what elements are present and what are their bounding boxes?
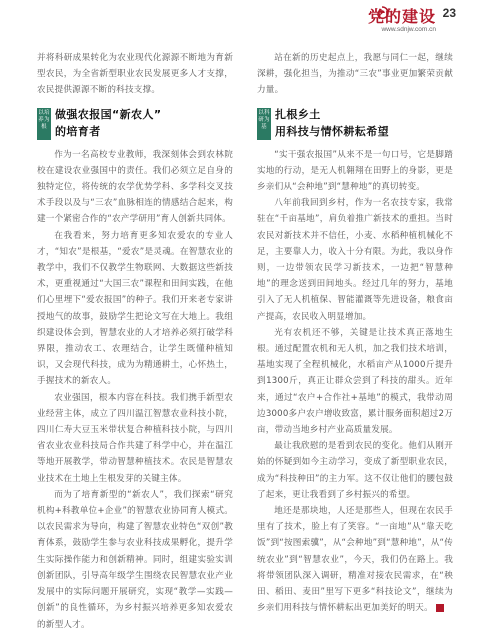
section-tag-2: 以科研为基 <box>257 108 271 140</box>
left-column <box>37 50 233 633</box>
section-tag-1: 以培养为根 <box>37 108 51 140</box>
right-paragraph-1: “实干强农报国”从来不是一句口号，它是脚踏实地的行动，是无人机翱翔在田野上的身影，更是乡亲们从“会种地”到“慧种地”的真切转变。 <box>257 149 453 193</box>
left-intro-paragraph: 并将科研成果转化为农业现代化源源不断地为育新型农民，为全省新型职业农民发展更多人才支撑，农民提供源源不断的科技支撑。 <box>37 53 233 96</box>
section-heading-1 <box>37 107 233 141</box>
right-paragraph-4: 最让我欣慰的是看到农民的变化。他们从刚开始的怀疑到如今主动学习，变成了新型职业农民，成为“科技种田”的主力军。这不仅让他们的腰包鼓了起来，更让我看到了乡村振兴的希望。 <box>257 441 453 500</box>
section-title-1-line2: 的培育者 <box>55 124 101 138</box>
section-title-2-line2: 用科技与情怀耕耘希望 <box>275 124 389 138</box>
article-end-mark-icon: ■ <box>436 604 444 612</box>
left-paragraph-1: 作为一名高校专业教师，我深刻体会到农林院校在建设农业强国中的责任。我们必须立足自身的独特定位，将传统的农学优势学科、多学科交叉技术手段以及与“三农”血脉相连的情感结合起来，构建一个紧密合作的“农产学研用”育人创新共同体。 <box>37 149 233 225</box>
right-paragraph-5: 地还是那块地，人还是那些人，但现在农民手里有了技术，脸上有了笑容。“一亩地”从“靠天吃饭”到“按图索骥”，从“会种地”到“慧种地”，从“传统农业”到“智慧农业”，今天，我们仍在路上。我将带领团队深入调研，精准对接农民需求，在“秧田、稻田、麦田”里写下更多“科技论文”，继续为乡亲们用科技与情怀耕耘出更加美好的明天。 <box>257 506 453 614</box>
right-intro-paragraph: 站在新的历史起点上，我愿与同仁一起，继续深耕，强化担当，为推动“三农”事业更加繁荣贡献力量。 <box>257 53 453 96</box>
section-title-1-line1: 做强农报国“新农人” <box>55 107 162 121</box>
right-paragraph-3: 光有农机还不够，关键是让技术真正落地生根。通过配置农机和无人机，加之我们技术培训，基地实现了全程机械化，水稻亩产从1000斤提升到1300斤，真正让群众尝到了科技的甜头。近年来，通过“农户+合作社+基地”的模式，我带动周边3000多户农户增收致富，累计服务面积超过2万亩，带动当地乡村产业高质量发展。 <box>257 327 453 436</box>
magazine-logo: 党的建设 <box>367 7 436 26</box>
section-title-2-line1: 扎根乡土 <box>275 107 321 121</box>
page-header <box>0 0 484 52</box>
page-number: 23 <box>442 6 456 20</box>
right-paragraph-2: 八年前我回到乡村，作为一名农技专家，我常驻在“千亩基地”，肩负着推广新技术的重担。当时农民对新技术并不信任，小麦、水稻种植机械化不足，主要靠人力，收入十分有限。为此，我以身作则，一边带领农民学习新技术，一边把“智慧种地”的理念送到田间地头。经过几年的努力，基地引入了无人机植保、智能灌溉等先进设备，粮食亩产提高，农民收入明显增加。 <box>257 198 453 322</box>
left-paragraph-4: 而为了培育新型的“新农人”，我们探索“研究机构+科教单位+企业”的智慧农业协同育人模式。以农民需求为导向，构建了智慧农业特色“双创”教育体系，鼓励学生参与农业科技成果孵化，提升学生实际操作能力和创新精神。同时，组建实验实训创新团队，引导高年级学生围绕农民智慧农业产业发展中的实际问题开展研究，实现“教学—实践—创新”的良性循环，为乡村振兴培养更多知农爱农的新型人才。 <box>37 489 233 630</box>
left-paragraph-2: 在我看来，努力培育更多知农爱农的专业人才，“知农”是根基，“爱农”是灵魂。在智慧农业的教学中，我们不仅教学生物联网、大数据这些新技术，更重视通过“大国三农”课程和田间实践，在他们心里埋下“爱农报国”的种子。我们开来老专家讲授地气的故事，鼓励学生把论文写在大地上。我组织建设体会到，智慧农业的人才培养必须打破学科界限，推动农工、农理结合，让学生既懂种植知识，又会现代科技，成为为精通耕土，心怀热土，手握技术的新农人。 <box>37 230 233 387</box>
left-paragraph-3: 农业强国，根本内容在科技。我们携手新型农业经营主体，成立了四川温江智慧农业科技小院，四川仁寿大豆玉米带状复合种植科技小院，与四川省农业农业科技局合作共建了科学中心，并在温江等地开展教学，带动智慧种植技术。农民是智慧农业技术在土地上生根发芽的关键主体。 <box>37 392 233 484</box>
right-column <box>257 50 459 617</box>
magazine-url[interactable]: www.sdnjw.com.cn <box>381 26 436 33</box>
section-heading-2 <box>257 107 453 141</box>
